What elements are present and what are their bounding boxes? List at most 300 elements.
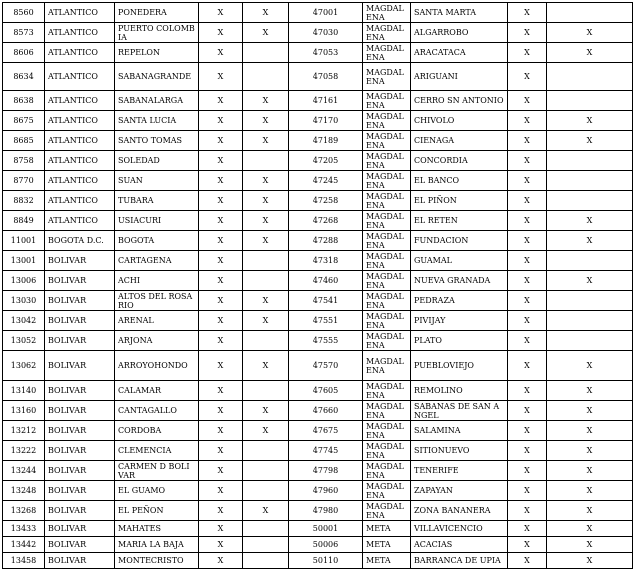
department-cell: ATLANTICO <box>45 91 115 111</box>
department-cell: MAGDALENA <box>363 311 411 331</box>
municipality-cell: ARIGUANI <box>411 63 508 91</box>
department-cell: META <box>363 521 411 537</box>
code-cell: 13248 <box>3 481 45 501</box>
department-cell: MAGDALENA <box>363 251 411 271</box>
mark-cell: X <box>243 91 289 111</box>
mark-cell: X <box>508 351 547 381</box>
mark-cell <box>243 537 289 553</box>
department-cell: MAGDALENA <box>363 151 411 171</box>
department-cell: MAGDALENA <box>363 501 411 521</box>
code-cell: 50006 <box>289 537 363 553</box>
mark-cell: X <box>547 537 633 553</box>
code-cell: 8638 <box>3 91 45 111</box>
table-row <box>3 131 633 151</box>
municipality-cell: ARROYOHONDO <box>115 351 199 381</box>
department-cell: MAGDALENA <box>363 331 411 351</box>
department-cell: META <box>363 537 411 553</box>
mark-cell <box>243 331 289 351</box>
table-row <box>3 553 633 569</box>
mark-cell: X <box>508 461 547 481</box>
table-row <box>3 521 633 537</box>
mark-cell: X <box>547 461 633 481</box>
table-row <box>3 351 633 381</box>
department-cell: BOLIVAR <box>45 441 115 461</box>
mark-cell: X <box>199 271 243 291</box>
mark-cell <box>243 521 289 537</box>
municipality-cell: REMOLINO <box>411 381 508 401</box>
municipality-cell: SABANAGRANDE <box>115 63 199 91</box>
department-cell: BOLIVAR <box>45 481 115 501</box>
mark-cell: X <box>547 553 633 569</box>
mark-cell: X <box>508 251 547 271</box>
mark-cell: X <box>199 111 243 131</box>
mark-cell: X <box>243 501 289 521</box>
municipality-cell: SANTA MARTA <box>411 3 508 23</box>
mark-cell: X <box>199 131 243 151</box>
municipality-table <box>2 2 633 569</box>
mark-cell: X <box>508 481 547 501</box>
mark-cell <box>243 441 289 461</box>
table-row <box>3 251 633 271</box>
mark-cell: X <box>508 3 547 23</box>
mark-cell: X <box>199 251 243 271</box>
code-cell: 13062 <box>3 351 45 381</box>
code-cell: 13458 <box>3 553 45 569</box>
code-cell: 50001 <box>289 521 363 537</box>
mark-cell: X <box>508 131 547 151</box>
mark-cell: X <box>243 23 289 43</box>
table-row <box>3 91 633 111</box>
code-cell: 47798 <box>289 461 363 481</box>
mark-cell <box>243 381 289 401</box>
table-row <box>3 481 633 501</box>
municipality-cell: TENERIFE <box>411 461 508 481</box>
municipality-cell: REPELON <box>115 43 199 63</box>
mark-cell: X <box>199 231 243 251</box>
mark-cell <box>547 191 633 211</box>
municipality-cell: SABANALARGA <box>115 91 199 111</box>
mark-cell: X <box>243 191 289 211</box>
municipality-cell: CONCORDIA <box>411 151 508 171</box>
table-row <box>3 63 633 91</box>
mark-cell: X <box>199 291 243 311</box>
department-cell: MAGDALENA <box>363 401 411 421</box>
code-cell: 47053 <box>289 43 363 63</box>
department-cell: ATLANTICO <box>45 151 115 171</box>
table-row <box>3 461 633 481</box>
department-cell: BOLIVAR <box>45 311 115 331</box>
mark-cell: X <box>199 521 243 537</box>
mark-cell: X <box>508 537 547 553</box>
department-cell: MAGDALENA <box>363 43 411 63</box>
municipality-cell: ALTOS DEL ROSARIO <box>115 291 199 311</box>
mark-cell <box>547 3 633 23</box>
code-cell: 47205 <box>289 151 363 171</box>
municipality-cell: GUAMAL <box>411 251 508 271</box>
department-cell: ATLANTICO <box>45 3 115 23</box>
mark-cell: X <box>547 481 633 501</box>
mark-cell: X <box>199 311 243 331</box>
code-cell: 47745 <box>289 441 363 461</box>
department-cell: MAGDALENA <box>363 381 411 401</box>
department-cell: ATLANTICO <box>45 23 115 43</box>
mark-cell: X <box>547 501 633 521</box>
mark-cell <box>243 43 289 63</box>
code-cell: 13052 <box>3 331 45 351</box>
municipality-cell: TUBARA <box>115 191 199 211</box>
mark-cell: X <box>199 331 243 351</box>
table-row <box>3 311 633 331</box>
mark-cell: X <box>199 191 243 211</box>
code-cell: 13442 <box>3 537 45 553</box>
code-cell: 13433 <box>3 521 45 537</box>
mark-cell: X <box>508 421 547 441</box>
municipality-cell: PIVIJAY <box>411 311 508 331</box>
municipality-cell: ARJONA <box>115 331 199 351</box>
mark-cell: X <box>508 63 547 91</box>
mark-cell <box>243 251 289 271</box>
code-cell: 8675 <box>3 111 45 131</box>
mark-cell: X <box>199 461 243 481</box>
mark-cell: X <box>508 401 547 421</box>
code-cell: 47541 <box>289 291 363 311</box>
department-cell: ATLANTICO <box>45 111 115 131</box>
mark-cell: X <box>547 521 633 537</box>
department-cell: MAGDALENA <box>363 231 411 251</box>
municipality-cell: FUNDACION <box>411 231 508 251</box>
code-cell: 13140 <box>3 381 45 401</box>
department-cell: BOLIVAR <box>45 351 115 381</box>
department-cell: BOLIVAR <box>45 251 115 271</box>
department-cell: BOLIVAR <box>45 521 115 537</box>
mark-cell <box>243 461 289 481</box>
mark-cell <box>547 291 633 311</box>
department-cell: MAGDALENA <box>363 291 411 311</box>
code-cell: 47258 <box>289 191 363 211</box>
mark-cell: X <box>243 401 289 421</box>
mark-cell: X <box>199 401 243 421</box>
table-row <box>3 111 633 131</box>
table-row <box>3 331 633 351</box>
mark-cell: X <box>199 63 243 91</box>
code-cell: 11001 <box>3 231 45 251</box>
department-cell: BOLIVAR <box>45 553 115 569</box>
municipality-cell: SANTO TOMAS <box>115 131 199 151</box>
municipality-cell: CIENAGA <box>411 131 508 151</box>
department-cell: BOLIVAR <box>45 271 115 291</box>
table-row <box>3 171 633 191</box>
table-row <box>3 401 633 421</box>
department-cell: MAGDALENA <box>363 171 411 191</box>
code-cell: 47268 <box>289 211 363 231</box>
table-row <box>3 441 633 461</box>
municipality-cell: CARMEN D BOLIVAR <box>115 461 199 481</box>
municipality-cell: SABANAS DE SAN ANGEL <box>411 401 508 421</box>
municipality-cell: ARACATACA <box>411 43 508 63</box>
mark-cell: X <box>547 131 633 151</box>
table-row <box>3 271 633 291</box>
department-cell: BOLIVAR <box>45 331 115 351</box>
mark-cell: X <box>547 43 633 63</box>
code-cell: 13212 <box>3 421 45 441</box>
table-row <box>3 211 633 231</box>
table-row <box>3 421 633 441</box>
department-cell: BOLIVAR <box>45 401 115 421</box>
mark-cell: X <box>199 481 243 501</box>
department-cell: ATLANTICO <box>45 171 115 191</box>
mark-cell <box>243 151 289 171</box>
mark-cell <box>547 151 633 171</box>
mark-cell: X <box>199 23 243 43</box>
municipality-cell: ACACIAS <box>411 537 508 553</box>
mark-cell: X <box>243 3 289 23</box>
table-row <box>3 291 633 311</box>
municipality-cell: PUERTO COLOMBIA <box>115 23 199 43</box>
department-cell: BOLIVAR <box>45 501 115 521</box>
mark-cell: X <box>199 43 243 63</box>
code-cell: 8758 <box>3 151 45 171</box>
table-row <box>3 3 633 23</box>
municipality-cell: PLATO <box>411 331 508 351</box>
department-cell: ATLANTICO <box>45 43 115 63</box>
department-cell: BOLIVAR <box>45 381 115 401</box>
table-row <box>3 43 633 63</box>
department-cell: ATLANTICO <box>45 211 115 231</box>
code-cell: 47058 <box>289 63 363 91</box>
code-cell: 47675 <box>289 421 363 441</box>
mark-cell: X <box>243 171 289 191</box>
mark-cell: X <box>199 151 243 171</box>
mark-cell: X <box>508 231 547 251</box>
code-cell: 8685 <box>3 131 45 151</box>
municipality-cell: BOGOTA <box>115 231 199 251</box>
municipality-cell: ZONA BANANERA <box>411 501 508 521</box>
municipality-cell: VILLAVICENCIO <box>411 521 508 537</box>
mark-cell <box>547 171 633 191</box>
municipality-cell: CANTAGALLO <box>115 401 199 421</box>
table-row <box>3 231 633 251</box>
code-cell: 47551 <box>289 311 363 331</box>
mark-cell: X <box>199 421 243 441</box>
mark-cell: X <box>199 553 243 569</box>
code-cell: 50110 <box>289 553 363 569</box>
municipality-cell: CERRO SN ANTONIO <box>411 91 508 111</box>
code-cell: 47288 <box>289 231 363 251</box>
mark-cell: X <box>199 537 243 553</box>
mark-cell: X <box>547 23 633 43</box>
mark-cell: X <box>508 191 547 211</box>
municipality-cell: SANTA LUCIA <box>115 111 199 131</box>
mark-cell: X <box>547 421 633 441</box>
table-row <box>3 23 633 43</box>
mark-cell <box>547 91 633 111</box>
department-cell: MAGDALENA <box>363 461 411 481</box>
mark-cell: X <box>547 401 633 421</box>
code-cell: 13222 <box>3 441 45 461</box>
municipality-cell: USIACURI <box>115 211 199 231</box>
department-cell: MAGDALENA <box>363 3 411 23</box>
code-cell: 47555 <box>289 331 363 351</box>
department-cell: MAGDALENA <box>363 111 411 131</box>
mark-cell: X <box>547 231 633 251</box>
mark-cell: X <box>243 131 289 151</box>
mark-cell: X <box>508 311 547 331</box>
code-cell: 8634 <box>3 63 45 91</box>
mark-cell <box>547 251 633 271</box>
mark-cell: X <box>508 521 547 537</box>
table-body <box>3 3 633 569</box>
department-cell: MAGDALENA <box>363 351 411 381</box>
code-cell: 8560 <box>3 3 45 23</box>
municipality-cell: EL GUAMO <box>115 481 199 501</box>
municipality-cell: SALAMINA <box>411 421 508 441</box>
department-cell: MAGDALENA <box>363 481 411 501</box>
table-row <box>3 151 633 171</box>
table-row <box>3 537 633 553</box>
municipality-cell: MONTECRISTO <box>115 553 199 569</box>
department-cell: MAGDALENA <box>363 191 411 211</box>
municipality-cell: EL RETEN <box>411 211 508 231</box>
mark-cell: X <box>508 111 547 131</box>
mark-cell: X <box>199 441 243 461</box>
mark-cell <box>243 553 289 569</box>
mark-cell: X <box>243 211 289 231</box>
mark-cell: X <box>508 381 547 401</box>
mark-cell: X <box>547 211 633 231</box>
code-cell: 13030 <box>3 291 45 311</box>
code-cell: 8573 <box>3 23 45 43</box>
code-cell: 8770 <box>3 171 45 191</box>
mark-cell <box>243 63 289 91</box>
municipality-cell: ALGARROBO <box>411 23 508 43</box>
municipality-cell: SOLEDAD <box>115 151 199 171</box>
municipality-cell: CHIVOLO <box>411 111 508 131</box>
municipality-cell: ARENAL <box>115 311 199 331</box>
department-cell: META <box>363 553 411 569</box>
code-cell: 47245 <box>289 171 363 191</box>
department-cell: BOLIVAR <box>45 291 115 311</box>
code-cell: 47161 <box>289 91 363 111</box>
municipality-cell: MARIA LA BAJA <box>115 537 199 553</box>
municipality-cell: PUEBLOVIEJO <box>411 351 508 381</box>
table-row <box>3 501 633 521</box>
mark-cell: X <box>508 331 547 351</box>
mark-cell: X <box>243 231 289 251</box>
code-cell: 47570 <box>289 351 363 381</box>
municipality-cell: EL BANCO <box>411 171 508 191</box>
mark-cell: X <box>508 501 547 521</box>
department-cell: MAGDALENA <box>363 271 411 291</box>
municipality-cell: MAHATES <box>115 521 199 537</box>
mark-cell <box>547 63 633 91</box>
department-cell: MAGDALENA <box>363 91 411 111</box>
department-cell: MAGDALENA <box>363 421 411 441</box>
department-cell: BOLIVAR <box>45 461 115 481</box>
mark-cell: X <box>243 311 289 331</box>
code-cell: 47460 <box>289 271 363 291</box>
department-cell: BOLIVAR <box>45 421 115 441</box>
code-cell: 47605 <box>289 381 363 401</box>
municipality-cell: EL PIÑON <box>411 191 508 211</box>
mark-cell: X <box>199 91 243 111</box>
code-cell: 47660 <box>289 401 363 421</box>
mark-cell: X <box>508 151 547 171</box>
mark-cell: X <box>508 43 547 63</box>
code-cell: 47189 <box>289 131 363 151</box>
mark-cell: X <box>547 351 633 381</box>
department-cell: BOGOTA D.C. <box>45 231 115 251</box>
municipality-cell: ACHI <box>115 271 199 291</box>
department-cell: MAGDALENA <box>363 63 411 91</box>
municipality-cell: ZAPAYAN <box>411 481 508 501</box>
municipality-cell: EL PEÑON <box>115 501 199 521</box>
mark-cell: X <box>199 501 243 521</box>
mark-cell <box>243 481 289 501</box>
code-cell: 47960 <box>289 481 363 501</box>
code-cell: 8606 <box>3 43 45 63</box>
code-cell: 47030 <box>289 23 363 43</box>
mark-cell: X <box>547 111 633 131</box>
code-cell: 47001 <box>289 3 363 23</box>
mark-cell: X <box>508 211 547 231</box>
code-cell: 13268 <box>3 501 45 521</box>
department-cell: MAGDALENA <box>363 211 411 231</box>
code-cell: 13160 <box>3 401 45 421</box>
code-cell: 47980 <box>289 501 363 521</box>
mark-cell: X <box>547 271 633 291</box>
municipality-cell: BARRANCA DE UPIA <box>411 553 508 569</box>
municipality-cell: NUEVA GRANADA <box>411 271 508 291</box>
mark-cell: X <box>547 441 633 461</box>
mark-cell: X <box>199 171 243 191</box>
code-cell: 47170 <box>289 111 363 131</box>
mark-cell: X <box>508 553 547 569</box>
mark-cell: X <box>508 441 547 461</box>
department-cell: ATLANTICO <box>45 191 115 211</box>
department-cell: MAGDALENA <box>363 441 411 461</box>
code-cell: 13042 <box>3 311 45 331</box>
mark-cell <box>547 311 633 331</box>
mark-cell: X <box>508 271 547 291</box>
mark-cell: X <box>508 291 547 311</box>
department-cell: MAGDALENA <box>363 23 411 43</box>
mark-cell: X <box>199 351 243 381</box>
municipality-cell: PEDRAZA <box>411 291 508 311</box>
code-cell: 47318 <box>289 251 363 271</box>
municipality-cell: CLEMENCIA <box>115 441 199 461</box>
mark-cell: X <box>199 381 243 401</box>
code-cell: 13244 <box>3 461 45 481</box>
mark-cell: X <box>508 23 547 43</box>
department-cell: ATLANTICO <box>45 131 115 151</box>
mark-cell: X <box>243 421 289 441</box>
mark-cell: X <box>199 211 243 231</box>
mark-cell: X <box>508 171 547 191</box>
municipality-cell: SITIONUEVO <box>411 441 508 461</box>
municipality-cell: CARTAGENA <box>115 251 199 271</box>
mark-cell: X <box>243 351 289 381</box>
department-cell: BOLIVAR <box>45 537 115 553</box>
municipality-cell: CALAMAR <box>115 381 199 401</box>
municipality-cell: SUAN <box>115 171 199 191</box>
code-cell: 13001 <box>3 251 45 271</box>
mark-cell: X <box>243 111 289 131</box>
municipality-cell: PONEDERA <box>115 3 199 23</box>
mark-cell: X <box>508 91 547 111</box>
municipality-cell: CORDOBA <box>115 421 199 441</box>
mark-cell <box>243 271 289 291</box>
mark-cell: X <box>199 3 243 23</box>
